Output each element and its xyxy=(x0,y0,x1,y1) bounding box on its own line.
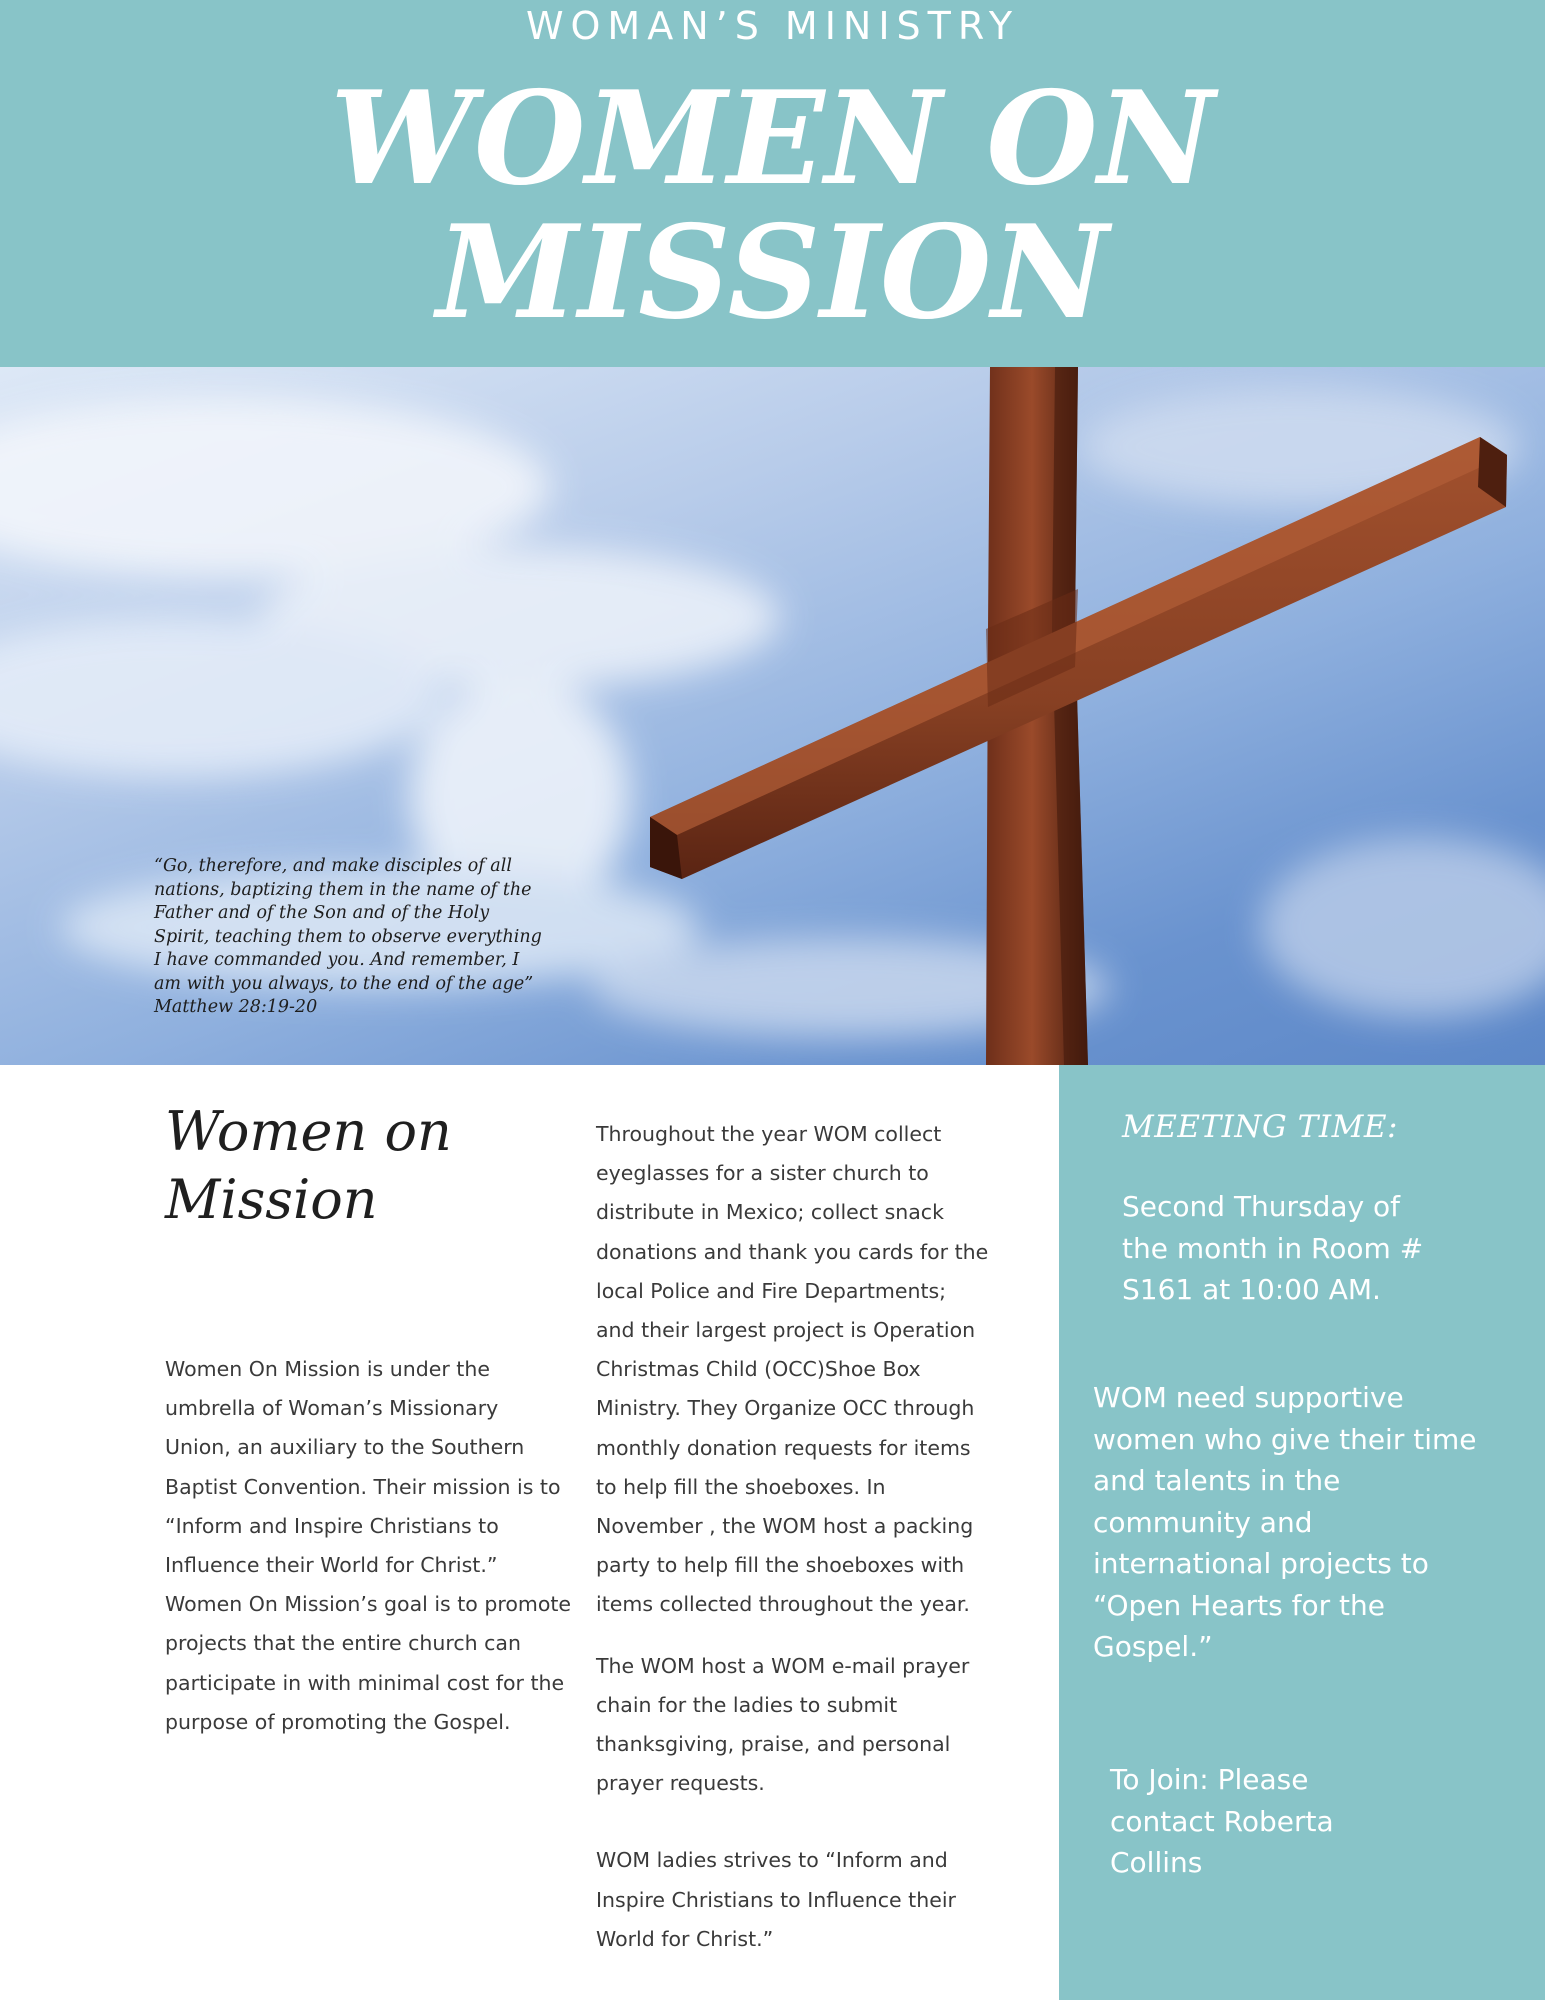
quote-line: Father and of the Son and of the Holy xyxy=(154,903,490,923)
support-message xyxy=(1093,1377,1533,1668)
text-line: Gospel.” xyxy=(1093,1630,1213,1663)
text-line: To Join: Please xyxy=(1110,1763,1309,1796)
main-title-line-2: MISSION xyxy=(436,198,1109,348)
text-line: monthly donation requests for items xyxy=(596,1435,971,1460)
text-line: party to help fill the shoeboxes with xyxy=(596,1553,965,1578)
text-line: community and xyxy=(1093,1505,1313,1539)
main-title xyxy=(0,64,1545,348)
text-line: the month in Room # xyxy=(1122,1231,1424,1265)
text-line: to help fill the shoeboxes. In xyxy=(596,1474,886,1499)
scripture-quote xyxy=(154,855,544,1020)
hero-cross-image xyxy=(0,367,1545,1065)
text-line: Women On Mission’s goal is to promote xyxy=(165,1592,572,1617)
meeting-time-details xyxy=(1122,1186,1462,1311)
mission-paragraph xyxy=(596,1841,1006,1959)
text-line: prayer requests. xyxy=(596,1771,765,1796)
text-line: Ministry. They Organize OCC through xyxy=(596,1396,975,1421)
text-line: “Open Hearts for the xyxy=(1093,1588,1385,1622)
text-line: and their largest project is Operation xyxy=(596,1318,976,1343)
text-line: WOM need supportive xyxy=(1093,1381,1404,1414)
text-line: Women On Mission is under the xyxy=(165,1357,490,1381)
quote-line: nations, baptizing them in the name of the xyxy=(154,879,532,900)
text-line: thanksgiving, praise, and personal xyxy=(596,1732,951,1757)
main-title-line-1: WOMEN ON xyxy=(330,64,1215,214)
text-line: “Inform and Inspire Christians to xyxy=(165,1513,499,1538)
header-banner xyxy=(0,0,1545,367)
text-line: Baptist Convention. Their mission is to xyxy=(165,1474,561,1499)
text-line: Second Thursday of xyxy=(1122,1190,1401,1223)
text-line: chain for the ladies to submit xyxy=(596,1692,898,1717)
section-title-line-1: Women on xyxy=(165,1100,452,1163)
text-line: distribute in Mexico; collect snack xyxy=(596,1200,944,1225)
text-line: Collins xyxy=(1110,1846,1203,1879)
text-line: donations and thank you cards for the xyxy=(596,1239,989,1264)
text-line: projects that the entire church can xyxy=(165,1631,521,1656)
text-line: WOM ladies strives to “Inform and xyxy=(596,1848,948,1873)
text-line: November , the WOM host a packing xyxy=(596,1514,974,1539)
text-line: women who give their time xyxy=(1093,1422,1477,1456)
text-line: eyeglasses for a sister church to xyxy=(596,1161,929,1186)
text-line: umbrella of Woman’s Missionary xyxy=(165,1396,499,1421)
text-line: The WOM host a WOM e-mail prayer xyxy=(596,1653,970,1678)
ministry-label: WOMAN’S MINISTRY xyxy=(525,4,1020,48)
join-contact xyxy=(1110,1759,1410,1884)
quote-line: I have commanded you. And remember, I xyxy=(154,950,520,970)
quote-line: Spirit, teaching them to observe everything xyxy=(154,926,542,947)
prayer-chain-paragraph xyxy=(596,1647,1006,1804)
meeting-time-label: MEETING TIME: xyxy=(1122,1109,1398,1145)
projects-column xyxy=(596,1115,1006,1959)
text-line: Christmas Child (OCC)Shoe Box xyxy=(596,1357,921,1382)
text-line: Influence their World for Christ.” xyxy=(165,1553,498,1578)
section-title xyxy=(165,1098,545,1234)
quote-line: am with you always, to the end of the age” xyxy=(154,973,534,994)
quote-line: “Go, therefore, and make disciples of all xyxy=(154,856,512,876)
text-line: and talents in the xyxy=(1093,1464,1341,1497)
text-line: international projects to xyxy=(1093,1547,1429,1580)
quote-citation: Matthew 28:19-20 xyxy=(154,997,318,1017)
info-sidebar xyxy=(1059,1065,1545,2000)
text-line: contact Roberta xyxy=(1110,1804,1334,1838)
projects-paragraph xyxy=(596,1115,1006,1625)
text-line: Union, an auxiliary to the Southern xyxy=(165,1435,525,1460)
text-line: Inspire Christians to Influence their xyxy=(596,1887,956,1912)
text-line: World for Christ.” xyxy=(596,1926,774,1951)
section-title-line-2: Mission xyxy=(165,1168,378,1231)
text-line: S161 at 10:00 AM. xyxy=(1122,1273,1381,1306)
text-line: Throughout the year WOM collect xyxy=(596,1122,942,1146)
text-line: items collected throughout the year. xyxy=(596,1592,970,1617)
text-line: local Police and Fire Departments; xyxy=(596,1278,947,1303)
text-line: purpose of promoting the Gospel. xyxy=(165,1709,511,1734)
about-column xyxy=(165,1350,575,1742)
text-line: participate in with minimal cost for the xyxy=(165,1670,565,1695)
